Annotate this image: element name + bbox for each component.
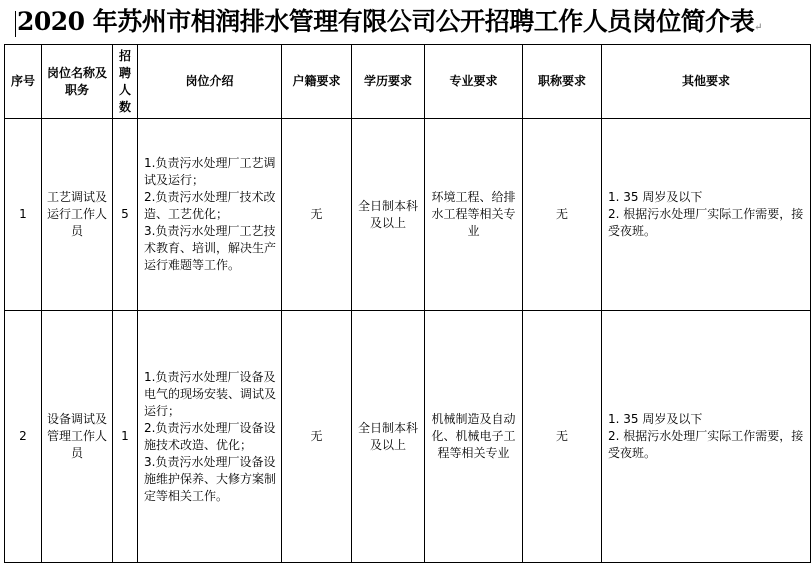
header-intro: 岗位介绍 xyxy=(138,45,282,119)
cell-other xyxy=(602,311,811,563)
cell-no: 2 xyxy=(5,311,42,563)
table-row xyxy=(5,119,811,311)
other-item: 2. 根据污水处理厂实际工作需要，接受夜班。 xyxy=(608,429,804,460)
cell-education: 全日制本科及以上 xyxy=(352,311,425,563)
header-row xyxy=(5,45,811,119)
duty-item: 2.负责污水处理厂设备设施技术改造、优化； xyxy=(144,420,276,452)
cell-other xyxy=(602,119,811,311)
cell-hukou: 无 xyxy=(282,311,352,563)
header-no: 序号 xyxy=(5,45,42,119)
duty-item: 3.负责污水处理厂设备设施维护保养、大修方案制定等相关工作。 xyxy=(144,454,277,503)
cell-major: 环境工程、给排水工程等相关专业 xyxy=(425,119,523,311)
cell-duties xyxy=(138,119,282,311)
cell-position: 设备调试及管理工作人员 xyxy=(42,311,113,563)
header-count: 招聘人数 xyxy=(113,45,138,119)
position-table xyxy=(4,44,811,563)
header-hukou: 户籍要求 xyxy=(282,45,352,119)
duty-item: 3.负责污水处理厂工艺技术教育、培训，解决生产运行难题等工作。 xyxy=(144,224,277,272)
cell-no: 1 xyxy=(5,119,42,311)
paragraph-mark-icon: ↵ xyxy=(754,22,763,33)
page-title: 2020 年苏州市相润排水管理有限公司公开招聘工作人员岗位简介表↵ xyxy=(17,7,763,36)
cell-count: 1 xyxy=(113,311,138,563)
cell-major: 机械制造及自动化、机械电子工程等相关专业 xyxy=(425,311,523,563)
duty-item: 2.负责污水处理厂技术改造、工艺优化； xyxy=(144,190,276,221)
header-other: 其他要求 xyxy=(602,45,811,119)
cell-duties xyxy=(138,311,282,563)
cell-count: 5 xyxy=(113,119,138,311)
duty-item: 1.负责污水处理厂设备及电气的现场安装、调试及运行； xyxy=(144,369,277,418)
header-major: 专业要求 xyxy=(425,45,523,119)
text-cursor xyxy=(15,11,16,37)
other-item: 1. 35 周岁及以下 xyxy=(608,412,703,426)
header-title-req: 职称要求 xyxy=(523,45,602,119)
cell-title-req: 无 xyxy=(523,311,602,563)
cell-title-req: 无 xyxy=(523,119,602,311)
other-item: 2. 根据污水处理厂实际工作需要，接受夜班。 xyxy=(608,207,804,238)
cell-education: 全日制本科及以上 xyxy=(352,119,425,311)
header-position: 岗位名称及职务 xyxy=(42,45,113,119)
other-item: 1. 35 周岁及以下 xyxy=(608,190,703,204)
cell-hukou: 无 xyxy=(282,119,352,311)
header-education: 学历要求 xyxy=(352,45,425,119)
duty-item: 1.负责污水处理厂工艺调试及运行； xyxy=(144,156,276,187)
cell-position: 工艺调试及运行工作人员 xyxy=(42,119,113,311)
table-row xyxy=(5,311,811,563)
